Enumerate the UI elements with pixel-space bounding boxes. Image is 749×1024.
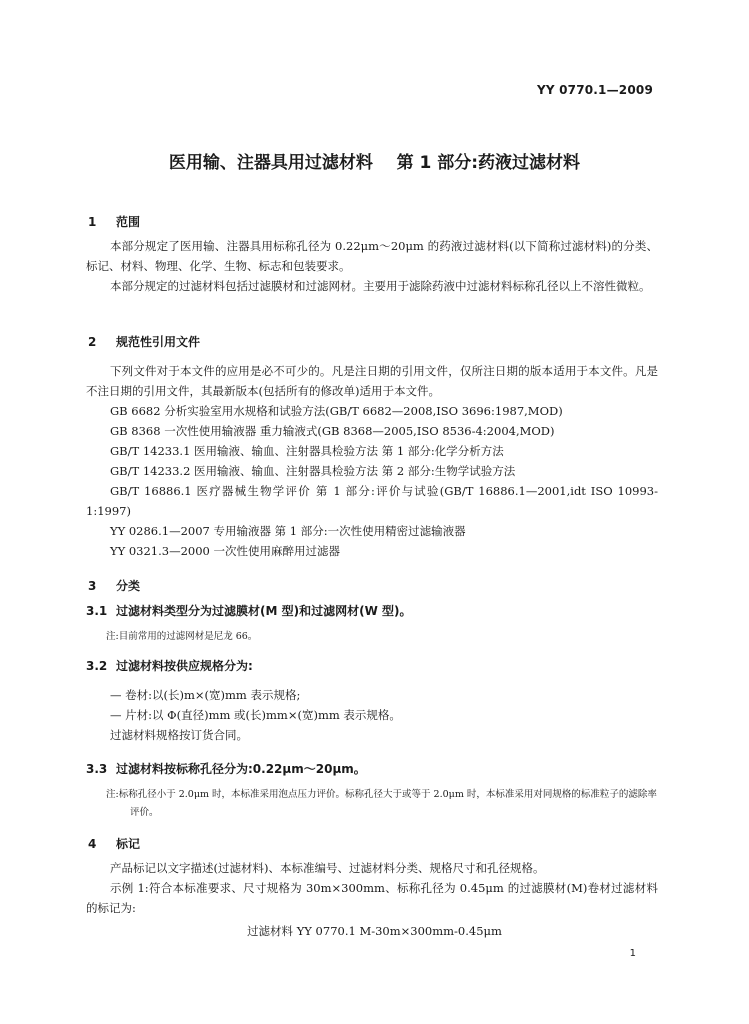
note-text: 注:标称孔径小于 2.0μm 时，本标准采用泡点压力评价。标称孔径大于或等于 2.0μm 时，本标准采用对同规格的标准粒子的滤除率评价。 (106, 789, 657, 818)
paragraph: 本部分规定了医用输、注器具用标称孔径为 0.22μm～20μm 的药液过滤材料(以下简称过滤材料)的分类、标记、材料、物理、化学、生物、标志和包装要求。 (86, 239, 658, 273)
subsection-number: 3.3 (86, 762, 108, 776)
section-number: 2 (88, 335, 97, 349)
note-text: 注:目前常用的过滤网材是尼龙 66。 (106, 631, 258, 642)
subsection-number: 3.2 (86, 659, 108, 673)
subsection-text: 过滤材料按标称孔径分为:0.22μm～20μm。 (116, 762, 366, 776)
reference-item: GB 6682 分析实验室用水规格和试验方法(GB/T 6682—2008,ISO 3696:1987,MOD) (110, 404, 563, 418)
section-title: 分类 (116, 579, 141, 593)
reference-item: GB/T 14233.1 医用输液、输血、注射器具检验方法 第 1 部分:化学分析方法 (110, 444, 504, 458)
page-number: 1 (629, 948, 636, 959)
reference-item: YY 0286.1—2007 专用输液器 第 1 部分:一次性使用精密过滤输液器 (110, 524, 466, 538)
list-item: 过滤材料规格按订货合同。 (110, 728, 248, 742)
note-3-3 (106, 786, 658, 822)
section-3-heading (88, 577, 658, 594)
section-4-body (86, 858, 658, 918)
subsection-3-3 (86, 760, 658, 777)
reference-item: YY 0321.3—2000 一次性使用麻醉用过滤器 (110, 544, 340, 558)
subsection-3-2 (86, 657, 658, 674)
paragraph: 本部分规定的过滤材料包括过滤膜材和过滤网材。主要用于滤除药液中过滤材料标称孔径以上不溶性微粒。 (110, 279, 651, 293)
list-item: — 卷材:以(长)m×(宽)mm 表示规格; (110, 688, 301, 702)
section-title: 标记 (116, 837, 141, 851)
section-1-heading (88, 213, 658, 230)
section-number: 1 (88, 215, 97, 229)
section-number: 4 (88, 837, 97, 851)
section-2-heading (88, 333, 658, 350)
section-title: 范围 (116, 215, 141, 229)
section-number: 3 (88, 579, 97, 593)
document-title: 医用输、注器具用过滤材料 第 1 部分:药液过滤材料 (168, 153, 581, 173)
paragraph: 下列文件对于本文件的应用是必不可少的。凡是注日期的引用文件，仅所注日期的版本适用于本文件。凡是不注日期的引用文件，其最新版本(包括所有的修改单)适用于本文件。 (86, 364, 658, 398)
section-2-body (86, 361, 658, 561)
note-3-1 (106, 628, 658, 646)
section-title: 规范性引用文件 (116, 335, 201, 349)
paragraph: 示例 1:符合本标准要求、尺寸规格为 30m×300mm、标称孔径为 0.45μm 的过滤膜材(M)卷材过滤材料的标记为: (86, 881, 658, 915)
standard-code: YY 0770.1—2009 (536, 83, 653, 97)
subsection-text: 过滤材料类型分为过滤膜材(M 型)和过滤网材(W 型)。 (116, 604, 412, 618)
paragraph: 产品标记以文字描述(过滤材料)、本标准编号、过滤材料分类、规格尺寸和孔径规格。 (110, 861, 545, 875)
list-item: — 片材:以 Φ(直径)mm 或(长)mm×(宽)mm 表示规格。 (110, 708, 401, 722)
subsection-3-2-list (110, 685, 658, 745)
section-4-heading (88, 835, 658, 852)
reference-item: GB/T 16886.1 医疗器械生物学评价 第 1 部分:评价与试验(GB/T 16886.1—2001,idt ISO 10993-1:1997) (86, 484, 658, 518)
subsection-number: 3.1 (86, 604, 108, 618)
marking-example: 过滤材料 YY 0770.1 M-30m×300mm-0.45μm (247, 924, 502, 938)
section-1-body (86, 236, 658, 296)
reference-item: GB/T 14233.2 医用输液、输血、注射器具检验方法 第 2 部分:生物学试验方法 (110, 464, 516, 478)
subsection-text: 过滤材料按供应规格分为: (116, 659, 253, 673)
reference-item: GB 8368 一次性使用输液器 重力输液式(GB 8368—2005,ISO 8536-4:2004,MOD) (110, 424, 555, 438)
subsection-3-1 (86, 602, 658, 619)
